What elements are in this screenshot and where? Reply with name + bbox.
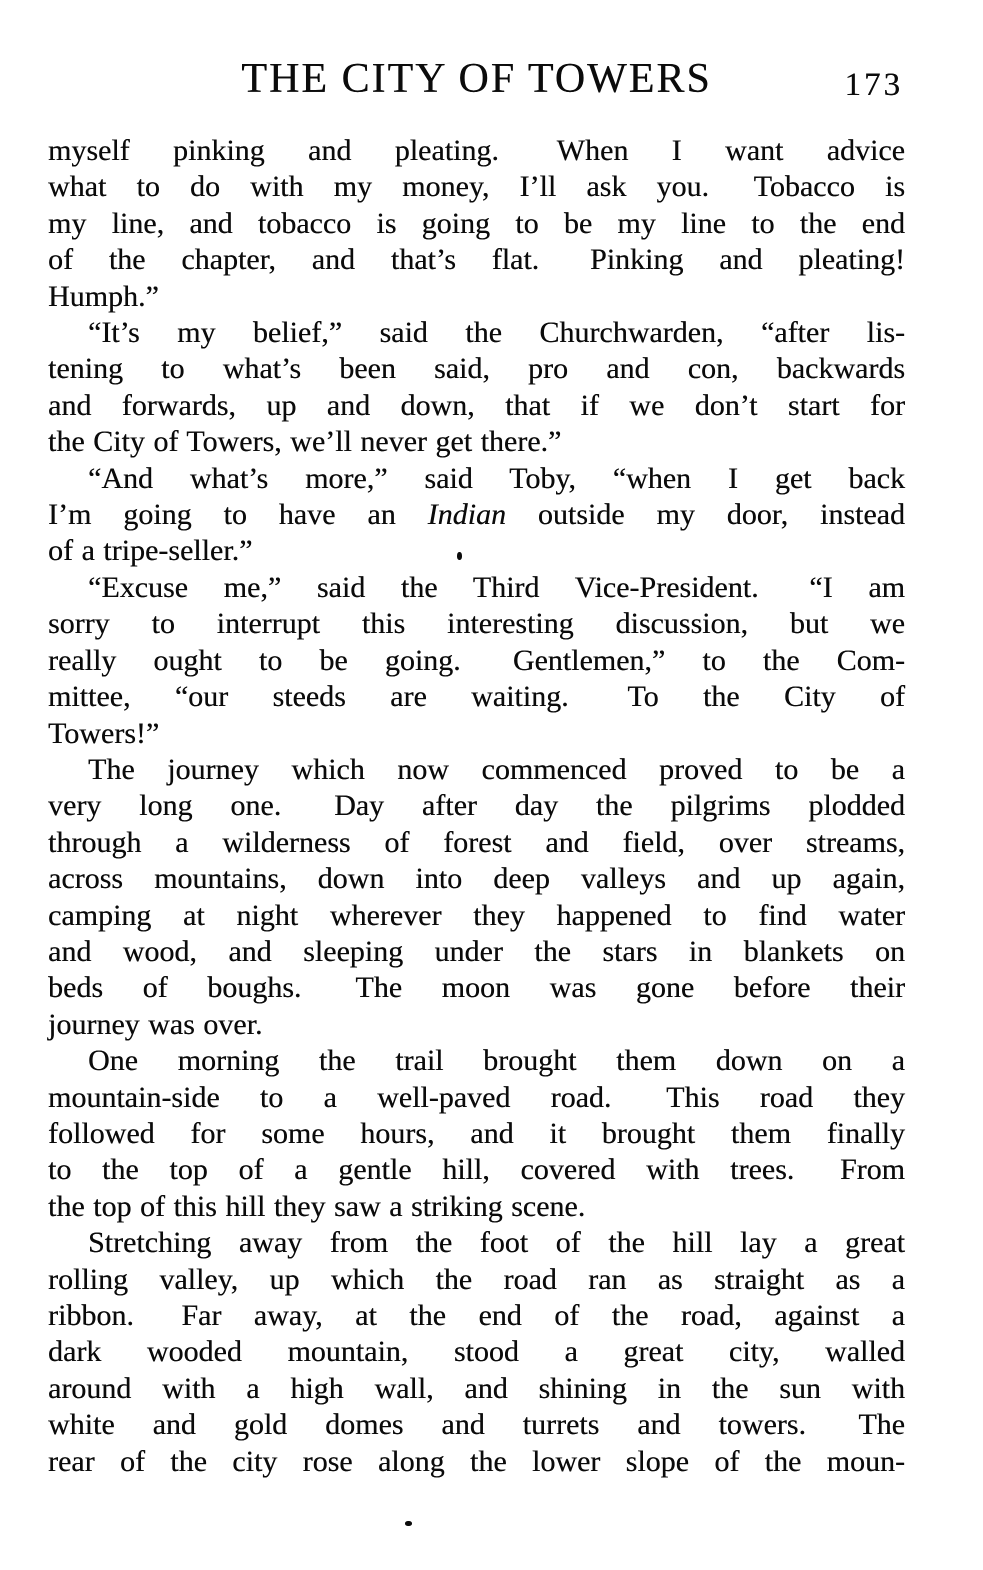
text-line (48, 533, 905, 569)
text-segment: sorry to interrupt this interesting discussion, but we (48, 607, 905, 641)
text-segment: mountain-side to a well-paved road. This road they (48, 1080, 905, 1114)
text-line (48, 315, 905, 351)
text-line (48, 898, 905, 934)
text-line (48, 1298, 905, 1334)
paragraph (48, 1225, 905, 1480)
text-segment: One morning the trail brought them down on a (88, 1044, 905, 1078)
text-segment: The journey which now commenced proved to be a (88, 752, 905, 786)
text-line (48, 1080, 905, 1116)
text-segment: mittee, “our steeds are waiting. To the City of (48, 680, 905, 714)
text-segment: and forwards, up and down, that if we don’t start for (48, 388, 905, 422)
text-segment: of the chapter, and that’s flat. Pinking and pleating! (48, 243, 905, 277)
text-line (48, 1152, 905, 1188)
text-segment: ribbon. Far away, at the end of the road, against a (48, 1299, 905, 1332)
italic-text: Indian (427, 498, 506, 532)
text-segment: beds of boughs. The moon was gone before their (48, 971, 905, 1005)
text-segment: “It’s my belief,” said the Churchwarden, “after lis- (88, 316, 905, 350)
text-segment: “Excuse me,” said the Third Vice-President. “I am (88, 570, 905, 604)
text-line (48, 388, 905, 424)
text-line (48, 461, 905, 497)
text-segment: outside my door, instead (505, 498, 905, 532)
text-body (48, 133, 905, 1480)
text-line (48, 861, 905, 897)
text-line (48, 1262, 905, 1298)
text-line (48, 970, 905, 1006)
text-segment: of a tripe-seller.” (48, 534, 253, 568)
paragraph (48, 133, 905, 315)
page-content (48, 56, 905, 1480)
text-segment: very long one. Day after day the pilgrims plodded (48, 789, 905, 823)
text-line (48, 679, 905, 715)
paragraph (48, 752, 905, 1043)
text-segment: camping at night wherever they happened to find water (48, 898, 905, 932)
paragraph (48, 1043, 905, 1225)
text-line (48, 206, 905, 242)
text-segment: the City of Towers, we’ll never get there.” (48, 425, 562, 459)
text-line (48, 716, 905, 752)
text-segment: rolling valley, up which the road ran as straight as a (48, 1262, 905, 1296)
text-segment: my line, and tobacco is going to be my line to the end (48, 206, 905, 240)
text-line (48, 351, 905, 387)
text-segment: Stretching away from the foot of the hill lay a great (88, 1226, 905, 1260)
text-segment: across mountains, down into deep valleys and up again, (48, 862, 905, 896)
text-segment: and wood, and sleeping under the stars in blankets on (48, 934, 905, 968)
ink-speck (405, 1521, 412, 1526)
text-line (48, 424, 905, 460)
page-title: THE CITY OF TOWERS (241, 56, 712, 102)
text-line (48, 752, 905, 788)
text-segment: the top of this hill they saw a striking scene. (48, 1189, 586, 1223)
text-line (48, 1444, 905, 1480)
ink-speck (457, 552, 462, 560)
text-segment: dark wooded mountain, stood a great city, walled (48, 1335, 905, 1369)
text-line (48, 1371, 905, 1407)
text-segment: Towers!” (48, 716, 160, 750)
text-segment: through a wilderness of forest and field, over streams, (48, 825, 905, 859)
text-line (48, 279, 905, 315)
text-line (48, 1225, 905, 1261)
text-line (48, 934, 905, 970)
text-segment: tening to what’s been said, pro and con, backwards (48, 352, 905, 386)
text-line (48, 1043, 905, 1079)
running-head (48, 56, 905, 106)
text-segment: really ought to be going. Gentlemen,” to the Com- (48, 643, 905, 677)
text-line (48, 169, 905, 205)
paragraph (48, 570, 905, 752)
text-line (48, 242, 905, 278)
text-line (48, 1189, 905, 1225)
paragraph (48, 315, 905, 461)
text-segment: rear of the city rose along the lower slope of the moun- (48, 1444, 905, 1478)
paragraph (48, 461, 905, 570)
text-segment: Humph.” (48, 279, 159, 313)
text-line (48, 1407, 905, 1443)
text-segment: white and gold domes and turrets and towers. The (48, 1408, 905, 1442)
text-segment: journey was over. (48, 1007, 263, 1041)
text-segment: what to do with my money, I’ll ask you. Tobacco is (48, 170, 905, 204)
text-line (48, 570, 905, 606)
text-line (48, 825, 905, 861)
text-line (48, 1334, 905, 1370)
text-segment: to the top of a gentle hill, covered with trees. From (48, 1153, 905, 1187)
text-line (48, 133, 905, 169)
text-segment: I’m going to have an (48, 498, 428, 532)
text-segment: “And what’s more,” said Toby, “when I get back (88, 461, 905, 495)
text-line (48, 497, 905, 533)
text-line (48, 1116, 905, 1152)
text-line (48, 606, 905, 642)
text-line (48, 1007, 905, 1043)
text-segment: followed for some hours, and it brought them finally (48, 1116, 905, 1150)
text-segment: around with a high wall, and shining in the sun with (48, 1371, 905, 1405)
page-number: 173 (844, 67, 903, 103)
text-line (48, 643, 905, 679)
text-segment: myself pinking and pleating. When I want advice (48, 134, 905, 167)
text-line (48, 788, 905, 824)
